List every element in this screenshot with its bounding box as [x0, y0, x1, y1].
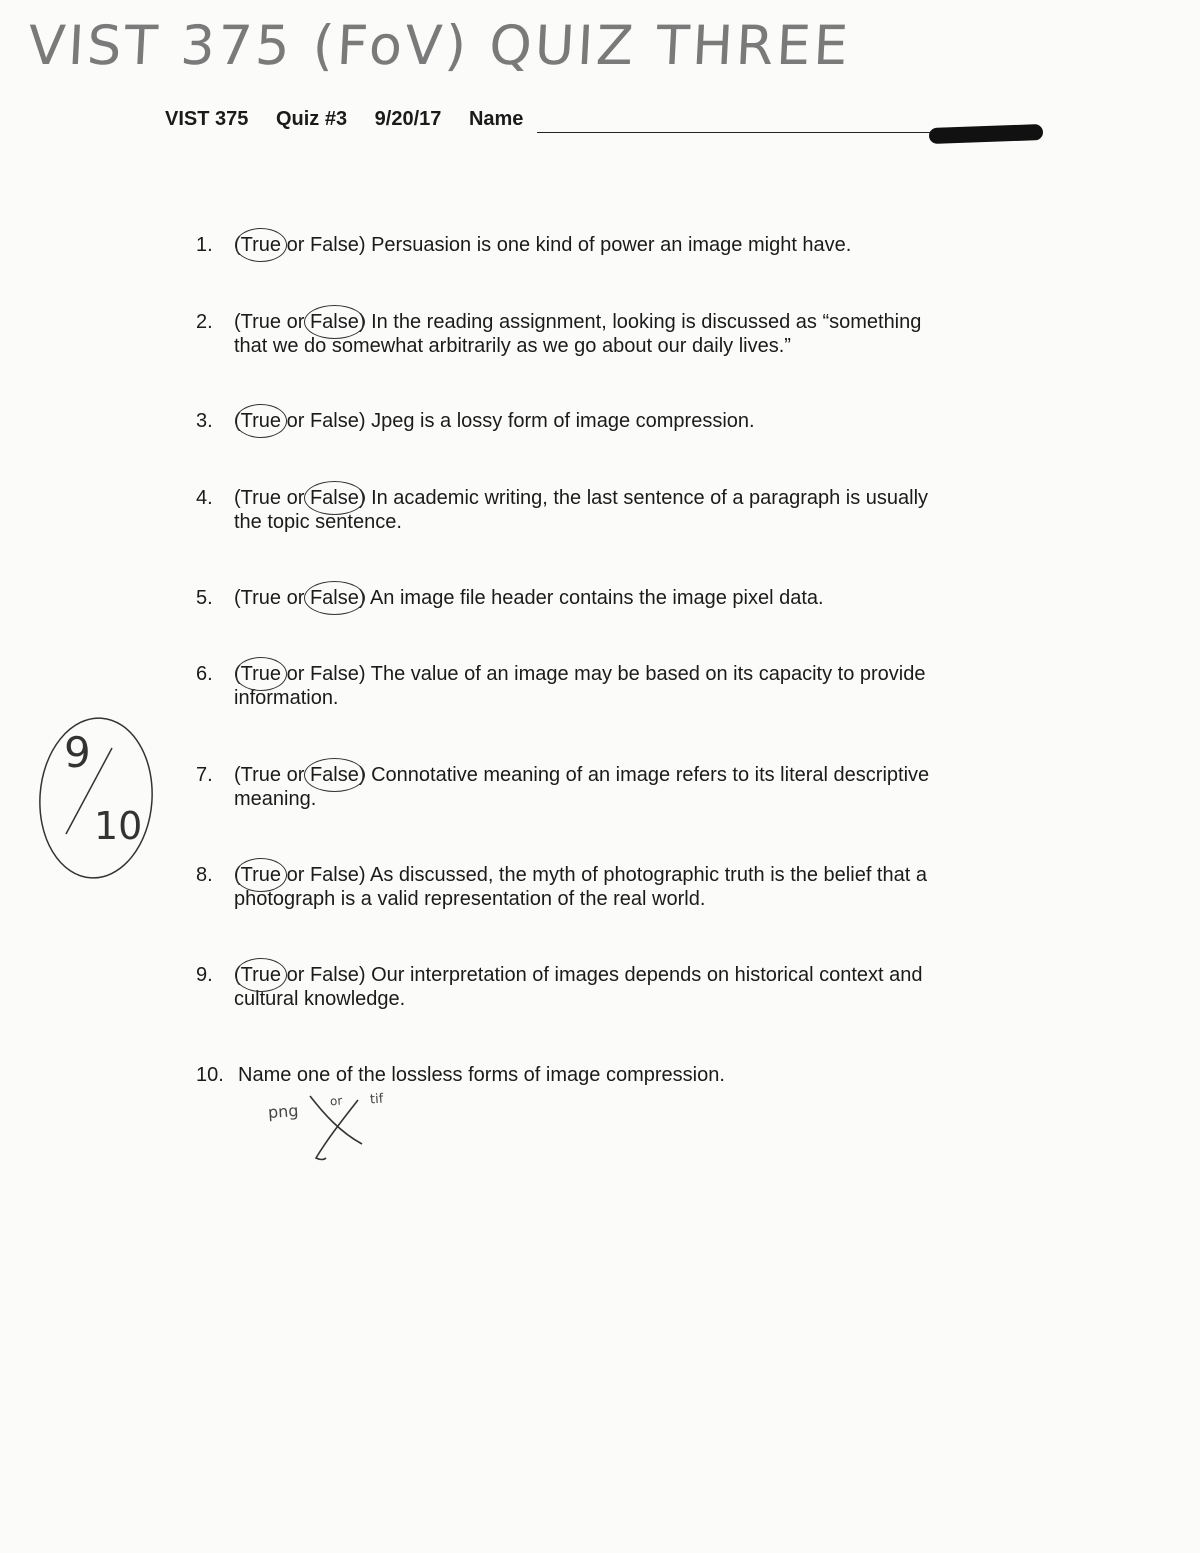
question-number: 3. [196, 410, 213, 432]
question-text: (True or False) As discussed, the myth of photographic truth is the belief that a photograph is a valid representation of the real world. [234, 863, 927, 911]
question-number: 8. [196, 864, 213, 886]
question-text: (True or False) The value of an image may be based on its capacity to provide information. [234, 662, 926, 710]
circled-answer-false: False [310, 763, 359, 787]
question-text: (True or False) Jpeg is a lossy form of image compression. [234, 409, 755, 433]
question-text: (True or False) Our interpretation of images depends on historical context and cultural knowledge. [234, 963, 923, 1011]
quiz-date: 9/20/17 [374, 108, 442, 130]
circled-answer-true: True [241, 963, 281, 987]
answer-word-or: or [329, 1093, 343, 1109]
question-number: 5. [196, 587, 213, 609]
question-number: 9. [196, 964, 213, 986]
question-number: 10. [196, 1064, 224, 1086]
question-text: (True or False ) Connotative meaning of an image refers to its literal descriptive meaning. [234, 763, 929, 811]
question-text: (True or False ) An image file header contains the image pixel data. [234, 586, 824, 610]
question-number: 2. [196, 311, 213, 333]
question-text: (True or False ) In academic writing, the last sentence of a paragraph is usually the topic sentence. [234, 486, 928, 534]
question-text: (True or False ) In the reading assignment, looking is discussed as “something that we do somewhat arbitrarily as we go about our daily lives.” [234, 310, 921, 358]
question-number: 7. [196, 764, 213, 786]
question-number: 1. [196, 234, 213, 256]
answer-word-png: png [267, 1100, 300, 1123]
circled-answer-true: True [241, 233, 281, 257]
score-earned: 9 [64, 728, 91, 777]
wrong-mark-x-icon [266, 1092, 416, 1162]
name-redaction [929, 124, 1043, 144]
score-circle-icon [36, 712, 156, 882]
name-label: Name [468, 108, 524, 130]
question-text: (True or False) Persuasion is one kind of power an image might have. [234, 233, 851, 257]
question-number: 6. [196, 663, 213, 685]
score-mark [36, 712, 156, 882]
name-underline [537, 132, 989, 133]
handwritten-title: VIST 375 (FoV) QUIZ THREE [26, 14, 853, 77]
circled-answer-false: False [310, 586, 359, 610]
quiz-number: Quiz #3 [275, 108, 348, 130]
question-text: Name one of the lossless forms of image compression. [238, 1064, 725, 1086]
circled-answer-true: True [241, 863, 281, 887]
handwritten-answer [266, 1092, 416, 1162]
course-label: VIST 375 [165, 108, 249, 130]
circled-answer-false: False [310, 310, 359, 334]
question-number: 4. [196, 487, 213, 509]
answer-word-tif: tif [369, 1091, 384, 1108]
circled-answer-true: True [241, 409, 281, 433]
circled-answer-false: False [310, 486, 359, 510]
quiz-header [165, 108, 995, 138]
score-total: 10 [94, 804, 143, 848]
circled-answer-true: True [241, 662, 281, 686]
